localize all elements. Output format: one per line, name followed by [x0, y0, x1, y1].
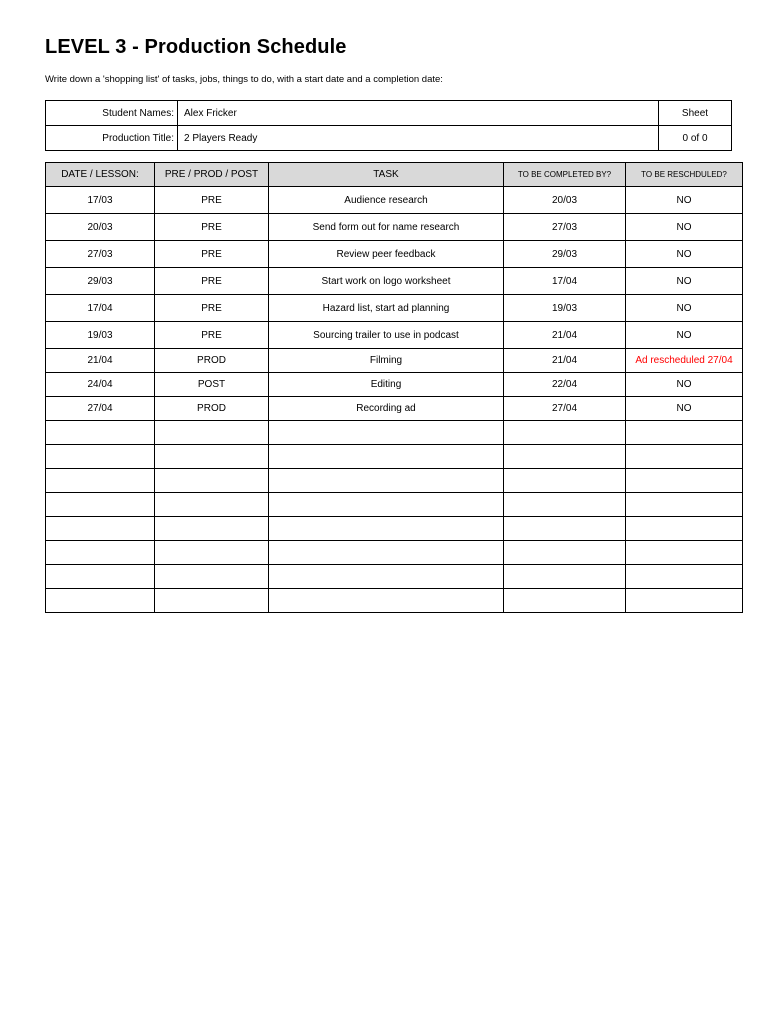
empty-cell	[155, 517, 269, 541]
empty-table-row	[46, 421, 743, 445]
empty-cell	[46, 541, 155, 565]
empty-cell	[46, 565, 155, 589]
header-stage: PRE / PROD / POST	[155, 163, 269, 187]
empty-cell	[46, 469, 155, 493]
student-names-label: Student Names:	[46, 101, 178, 126]
cell-rescheduled: NO	[626, 187, 743, 214]
empty-table-row	[46, 589, 743, 613]
cell-date: 27/03	[46, 241, 155, 268]
table-row	[46, 295, 743, 322]
empty-cell	[626, 541, 743, 565]
sheet-label: Sheet	[659, 101, 732, 126]
empty-cell	[46, 517, 155, 541]
table-row	[46, 187, 743, 214]
empty-cell	[269, 421, 504, 445]
empty-table-row	[46, 469, 743, 493]
table-row	[46, 214, 743, 241]
empty-cell	[46, 421, 155, 445]
cell-completed-by: 20/03	[504, 187, 626, 214]
cell-stage: PRE	[155, 241, 269, 268]
cell-rescheduled: NO	[626, 241, 743, 268]
table-row	[46, 322, 743, 349]
empty-table-row	[46, 493, 743, 517]
empty-cell	[46, 445, 155, 469]
cell-completed-by: 21/04	[504, 349, 626, 373]
cell-stage: PRE	[155, 187, 269, 214]
schedule-header-row	[46, 163, 743, 187]
empty-cell	[155, 421, 269, 445]
instructions-text: Write down a 'shopping list' of tasks, jobs, things to do, with a start date and a completion date:	[45, 74, 443, 85]
empty-cell	[155, 565, 269, 589]
cell-task: Start work on logo worksheet	[269, 268, 504, 295]
empty-table-row	[46, 445, 743, 469]
production-title-value: 2 Players Ready	[178, 126, 659, 151]
table-row	[46, 241, 743, 268]
cell-date: 17/03	[46, 187, 155, 214]
table-row	[46, 397, 743, 421]
empty-cell	[155, 541, 269, 565]
header-task: TASK	[269, 163, 504, 187]
empty-table-row	[46, 541, 743, 565]
cell-stage: PRE	[155, 295, 269, 322]
empty-cell	[504, 421, 626, 445]
empty-cell	[504, 589, 626, 613]
cell-completed-by: 21/04	[504, 322, 626, 349]
empty-cell	[155, 493, 269, 517]
cell-stage: PROD	[155, 397, 269, 421]
empty-cell	[626, 469, 743, 493]
cell-stage: POST	[155, 373, 269, 397]
student-names-value: Alex Fricker	[178, 101, 659, 126]
header-rescheduled: TO BE RESCHDULED?	[626, 163, 743, 187]
empty-cell	[155, 469, 269, 493]
empty-cell	[626, 445, 743, 469]
page-title: LEVEL 3 - Production Schedule	[45, 36, 347, 58]
empty-table-row	[46, 565, 743, 589]
cell-rescheduled: NO	[626, 214, 743, 241]
cell-task: Send form out for name research	[269, 214, 504, 241]
cell-task: Hazard list, start ad planning	[269, 295, 504, 322]
cell-task: Sourcing trailer to use in podcast	[269, 322, 504, 349]
cell-task: Editing	[269, 373, 504, 397]
empty-cell	[626, 517, 743, 541]
cell-completed-by: 19/03	[504, 295, 626, 322]
empty-cell	[269, 445, 504, 469]
cell-date: 19/03	[46, 322, 155, 349]
cell-rescheduled: Ad rescheduled 27/04	[626, 349, 743, 373]
cell-completed-by: 27/03	[504, 214, 626, 241]
empty-cell	[269, 589, 504, 613]
empty-cell	[155, 589, 269, 613]
cell-date: 17/04	[46, 295, 155, 322]
header-date: DATE / LESSON:	[46, 163, 155, 187]
cell-completed-by: 27/04	[504, 397, 626, 421]
schedule-table	[45, 162, 743, 613]
student-names-row	[46, 101, 732, 126]
empty-cell	[155, 445, 269, 469]
cell-rescheduled: NO	[626, 268, 743, 295]
empty-cell	[269, 565, 504, 589]
table-row	[46, 349, 743, 373]
production-title-row	[46, 126, 732, 151]
table-row	[46, 268, 743, 295]
empty-cell	[269, 493, 504, 517]
empty-table-row	[46, 517, 743, 541]
empty-cell	[504, 469, 626, 493]
cell-task: Recording ad	[269, 397, 504, 421]
cell-task: Audience research	[269, 187, 504, 214]
empty-cell	[626, 589, 743, 613]
cell-stage: PRE	[155, 214, 269, 241]
production-title-label: Production Title:	[46, 126, 178, 151]
cell-rescheduled: NO	[626, 322, 743, 349]
empty-cell	[46, 589, 155, 613]
empty-cell	[269, 541, 504, 565]
empty-cell	[504, 541, 626, 565]
cell-rescheduled: NO	[626, 295, 743, 322]
cell-stage: PRE	[155, 268, 269, 295]
sheet-value: 0 of 0	[659, 126, 732, 151]
cell-rescheduled: NO	[626, 397, 743, 421]
empty-cell	[504, 565, 626, 589]
cell-rescheduled: NO	[626, 373, 743, 397]
empty-cell	[269, 469, 504, 493]
empty-cell	[626, 493, 743, 517]
empty-cell	[504, 517, 626, 541]
cell-date: 29/03	[46, 268, 155, 295]
empty-cell	[504, 445, 626, 469]
cell-completed-by: 17/04	[504, 268, 626, 295]
empty-cell	[626, 421, 743, 445]
cell-date: 20/03	[46, 214, 155, 241]
empty-cell	[504, 493, 626, 517]
empty-cell	[46, 493, 155, 517]
cell-stage: PROD	[155, 349, 269, 373]
student-info-table	[45, 100, 732, 151]
cell-date: 27/04	[46, 397, 155, 421]
cell-completed-by: 22/04	[504, 373, 626, 397]
cell-stage: PRE	[155, 322, 269, 349]
cell-task: Review peer feedback	[269, 241, 504, 268]
table-row	[46, 373, 743, 397]
cell-task: Filming	[269, 349, 504, 373]
cell-date: 24/04	[46, 373, 155, 397]
cell-completed-by: 29/03	[504, 241, 626, 268]
cell-date: 21/04	[46, 349, 155, 373]
empty-cell	[626, 565, 743, 589]
header-completed-by: TO BE COMPLETED BY?	[504, 163, 626, 187]
empty-cell	[269, 517, 504, 541]
